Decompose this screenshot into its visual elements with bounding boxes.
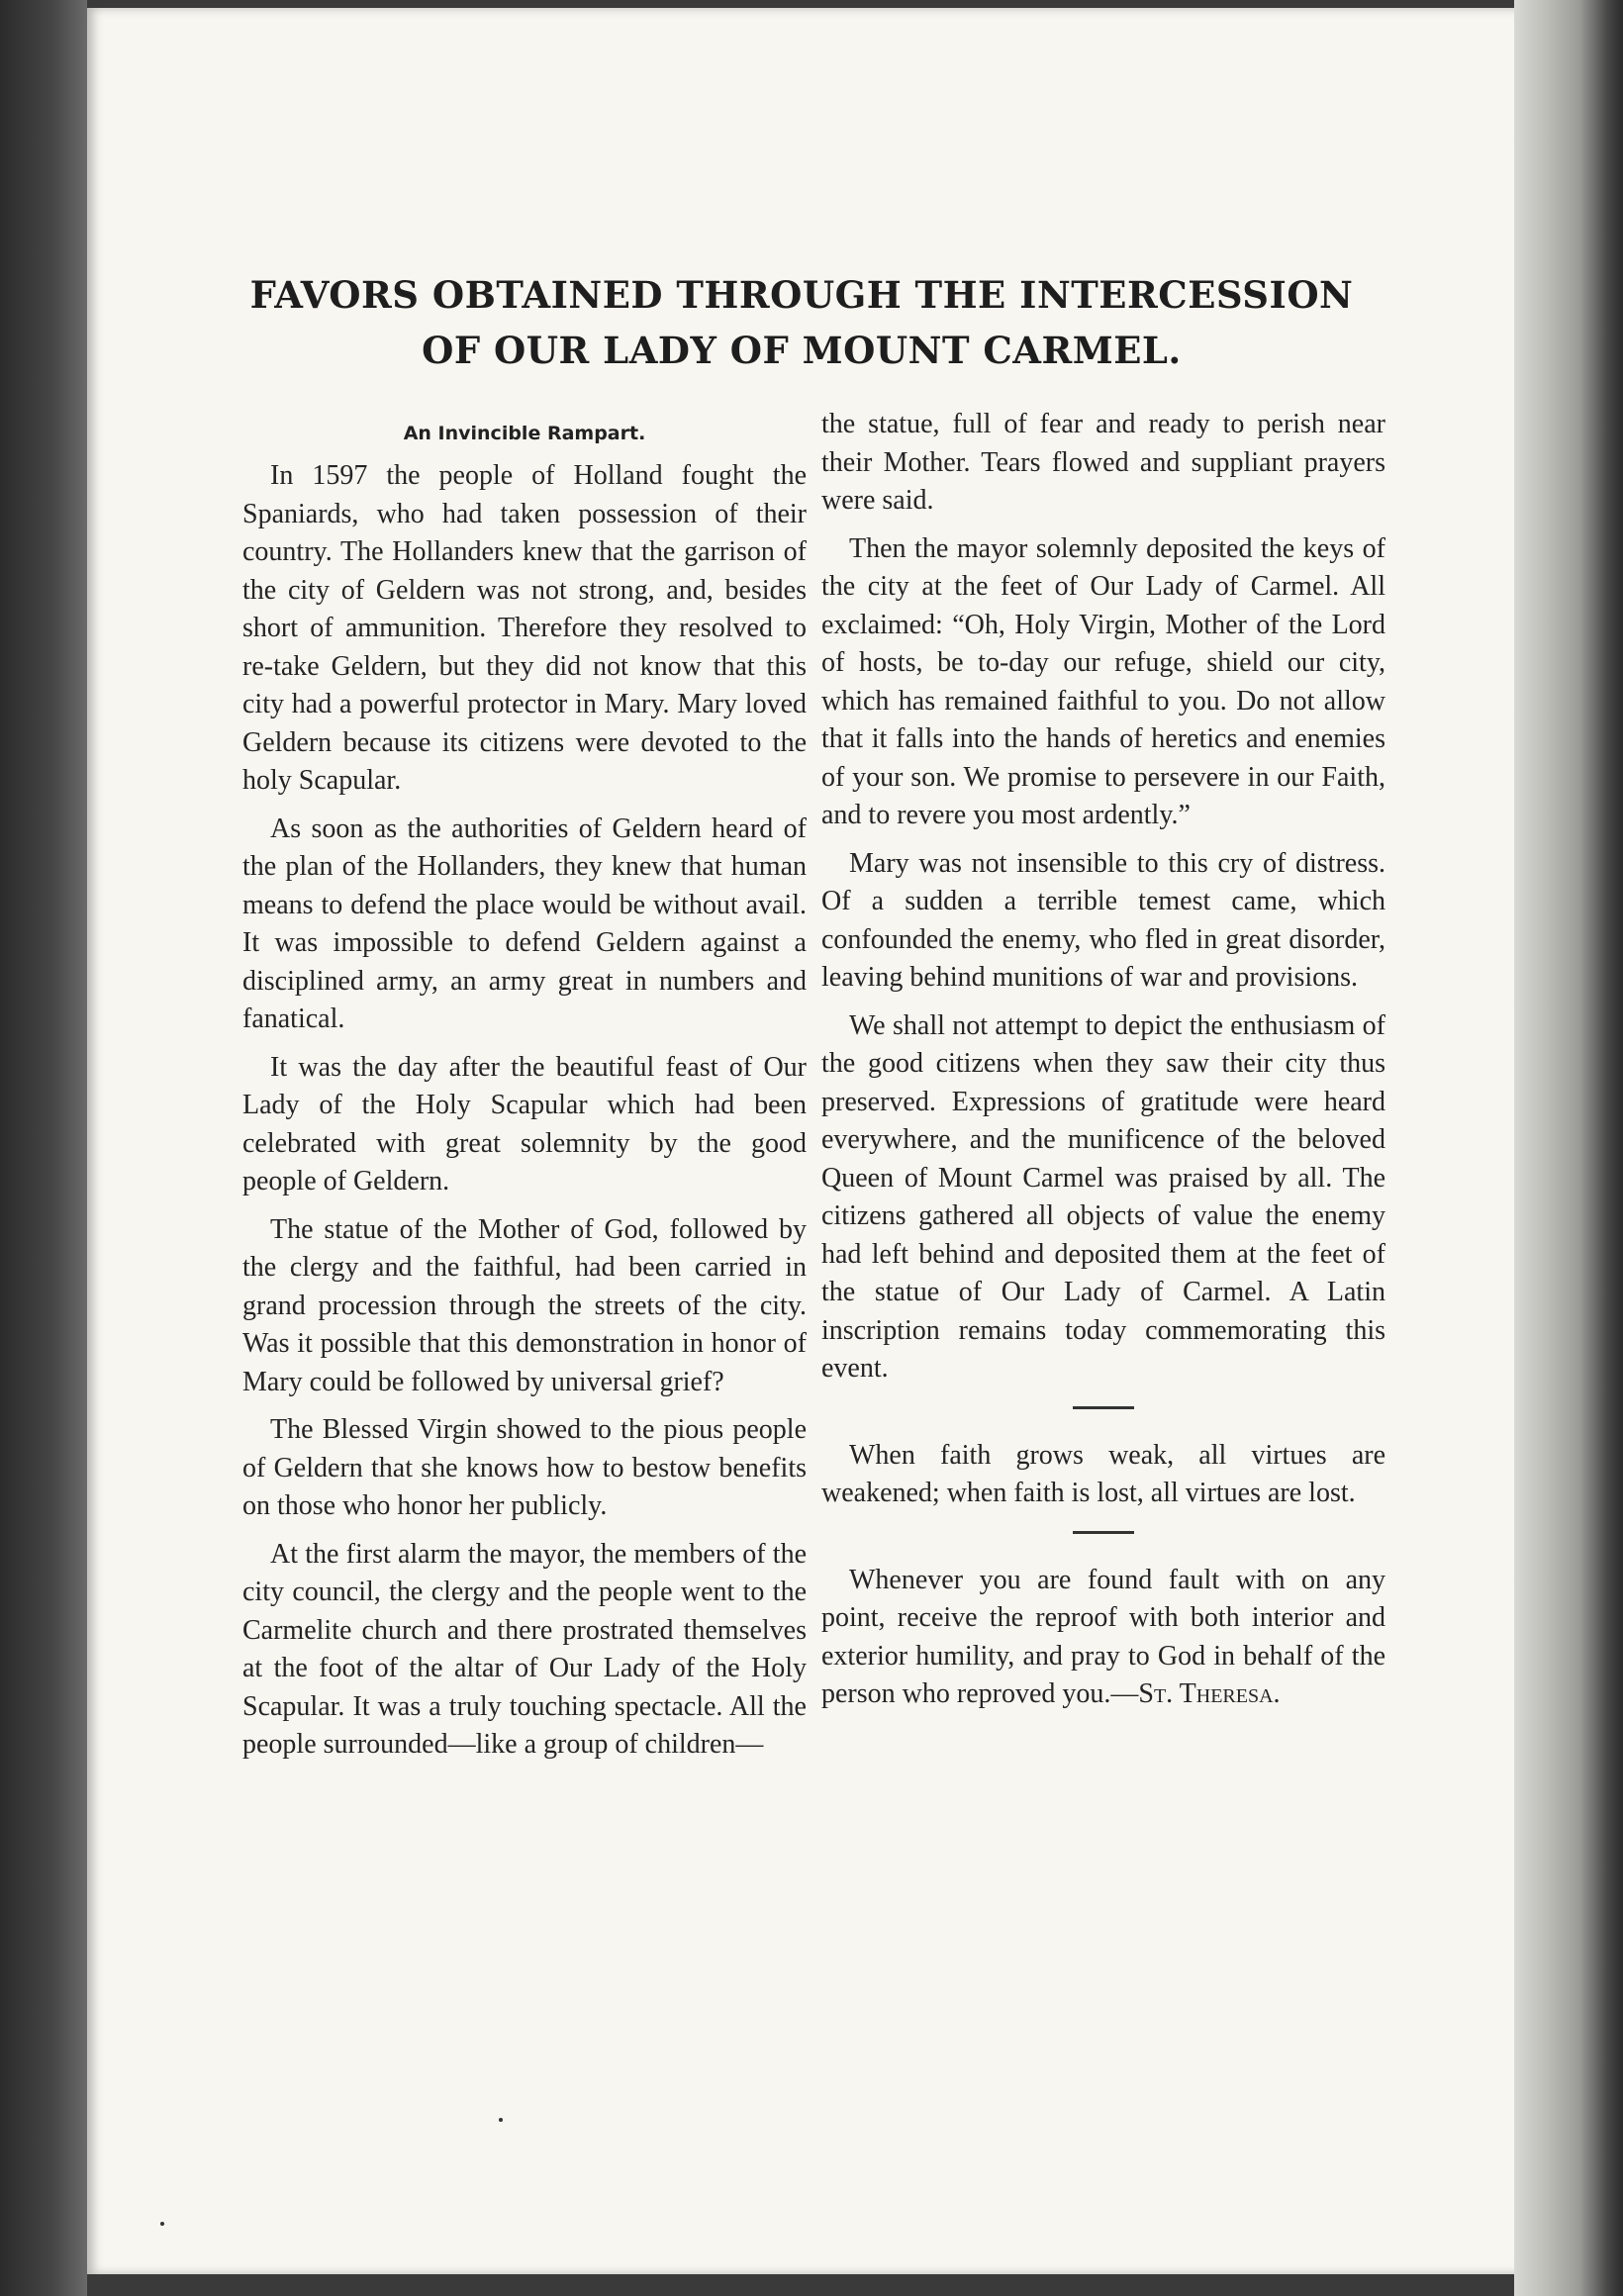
- paragraph: We shall not attempt to depict the enthusiasm of the good citizens when they saw their city thus preserved. Expressions of gratitude were heard everywhere, and the munificence of the beloved Queen of Mount Carmel was praised by all. The citizens gathered all objects of value the enemy had left behind and deposited them at the feet of the statue of Our Lady of Carmel. A Latin inscription remains today commemorating this event.: [821, 1009, 1385, 1384]
- paragraph: Then the mayor solemnly deposited the keys of the city at the feet of Our Lady of Carmel. All exclaimed: “Oh, Holy Virgin, Mother of the Lord of hosts, be to-day our refuge, shield our city, which has remained faithful to you. Do not allow that it falls into the hands of heretics and enemies of your son. We promise to persevere in our Faith, and to revere you most ardently.”: [821, 532, 1385, 830]
- paragraph-continued: the statue, full of fear and ready to perish near their Mother. Tears flowed and suppliant prayers were said.: [821, 409, 1385, 516]
- maxim-reproof-text: Whenever you are found fault with on any point, receive the reproof with both interior and exterior humility, and pray to God in behalf of the person who reproved you.—: [821, 1564, 1385, 1709]
- book-edge-right: [1514, 0, 1623, 2296]
- section-divider: [1073, 1406, 1134, 1409]
- book-gutter-left: [0, 0, 87, 2296]
- print-speck: [499, 2118, 503, 2122]
- page-title: FAVORS OBTAINED THROUGH THE INTERCESSION OF OUR LADY OF MOUNT CARMEL.: [249, 273, 1354, 372]
- maxim-faith: When faith grows weak, all virtues are weakened; when faith is lost, all virtues are lost.: [821, 1439, 1385, 1508]
- paragraph: In 1597 the people of Holland fought the Spaniards, who had taken possession of their country. The Hollanders knew that the garrison of the city of Geldern was not strong, and, besides short of ammunition. Therefore they resolved to re-take Geldern, but they did not know that this city had a powerful protector in Mary. Mary loved Geldern because its citizens were devoted to the holy Scapular.: [242, 460, 807, 796]
- paragraph: The statue of the Mother of God, followed by the clergy and the faithful, had been carried in grand procession through the streets of the city. Was it possible that this demonstration in honor of Mary could be followed by universal grief?: [242, 1213, 807, 1397]
- article-subheading: An Invincible Rampart.: [403, 423, 646, 444]
- section-divider: [1073, 1531, 1134, 1534]
- print-speck: [160, 2222, 164, 2226]
- left-column: [242, 414, 807, 1774]
- maxim-attribution: St. Theresa.: [1138, 1678, 1281, 1709]
- paragraph: As soon as the authorities of Geldern heard of the plan of the Hollanders, they knew that human means to defend the place would be without avail. It was impossible to defend Geldern against a disciplined army, an army great in numbers and fanatical.: [242, 813, 807, 1034]
- right-column: [821, 406, 1385, 1724]
- paragraph: The Blessed Virgin showed to the pious people of Geldern that she knows how to bestow benefits on those who honor her publicly.: [242, 1414, 807, 1521]
- maxim-reproof: [821, 1562, 1385, 1714]
- paragraph: It was the day after the beautiful feast of Our Lady of the Holy Scapular which had been celebrated with great solemnity by the good people of Geldern.: [242, 1051, 807, 1196]
- paragraph: Mary was not insensible to this cry of distress. Of a sudden a terrible temest came, which confounded the enemy, who fled in great disorder, leaving behind munitions of war and provisions.: [821, 847, 1385, 993]
- paragraph: At the first alarm the mayor, the members of the city council, the clergy and the people went to the Carmelite church and there prostrated themselves at the foot of the altar of Our Lady of the Holy Scapular. It was a truly touching spectacle. All the people surrounded—like a group of children—: [242, 1538, 807, 1760]
